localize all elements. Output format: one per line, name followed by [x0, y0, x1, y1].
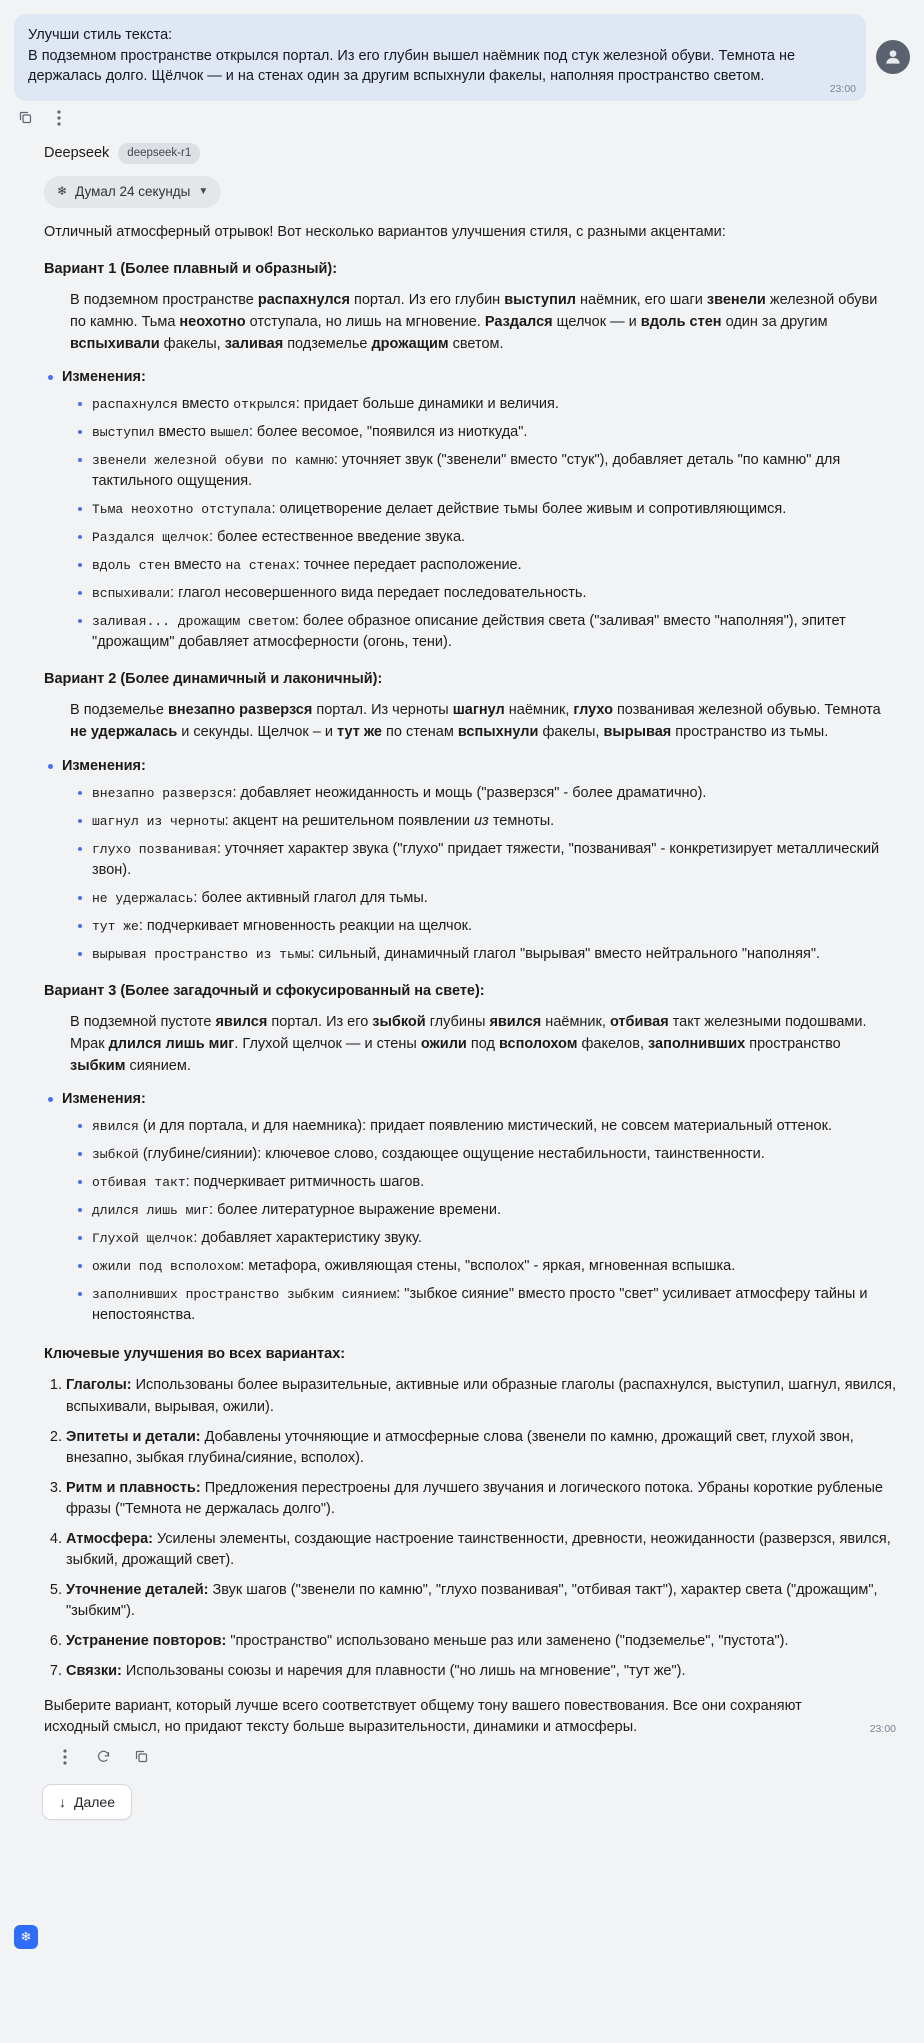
next-button-label: Далее [74, 1793, 116, 1810]
list-item: 4. Атмосфера: Усилены элементы, создающие настроение таинственности, древности, неожиданности (разверзся, явился, зыбкий, дрожащий свет). [66, 1529, 896, 1571]
user-message-bubble [14, 14, 866, 101]
list-item: ожили под всполохом: метафора, оживляющая стены, "всполох" - яркая, мгновенная вспышка. [92, 1256, 896, 1277]
list-item: 2. Эпитеты и детали: Добавлены уточняющие и атмосферные слова (звенели по камню, дрожащий свет, глухой звон, внезапно, зыбкая глубина/сияние, всполох). [66, 1427, 896, 1469]
variant-changes-head-2: Изменения: [62, 756, 896, 777]
more-icon[interactable] [50, 109, 68, 127]
list-item: внезапно разверзся: добавляет неожиданность и мощь ("разверзся" - более драматично). [92, 783, 896, 804]
variant-title-2: Вариант 2 (Более динамичный и лаконичный): [44, 671, 383, 688]
assistant-closing-text: Выберите вариант, который лучше всего соответствует общему тону вашего повествования. Все они сохраняют исходный смысл, но придают тексту больше выразительности, динамики и атмосферы. [44, 1697, 802, 1735]
avatar[interactable] [876, 40, 910, 74]
copy-icon[interactable] [132, 1748, 150, 1766]
user-message-line-1: Улучши стиль текста: [28, 27, 173, 43]
assistant-logo-icon: ❄ [14, 1925, 38, 1949]
user-message-line-2: В подземном пространстве открылся портал. Из его глубин вышел наёмник под стук железной обуви. Темнота не держалась долго. Щёлчок — и на стенах один за другим вспыхнули факелы, наполняя пространство светом. [28, 47, 796, 85]
user-message-actions [0, 101, 924, 127]
variant-title-1: Вариант 1 (Более плавный и образный): [44, 260, 338, 277]
list-item: отбивая такт: подчеркивает ритмичность шагов. [92, 1172, 896, 1193]
key-improvements-list [44, 1375, 896, 1681]
assistant-closing [44, 1696, 896, 1738]
variant-quote-2: В подземелье внезапно разверзся портал. Из черноты шагнул наёмник, глухо позванивая железной обувью. Темнота не удержалась и секунды. Щелчок – и тут же по стенам вспыхнули факелы, вырывая пространство из тьмы. [70, 702, 881, 741]
list-item: 1. Глаголы: Использованы более выразительные, активные или образные глаголы (распахнулся, выступил, шагнул, явился, вспыхивали, вырывая, ожили). [66, 1375, 896, 1417]
list-item: не удержалась: более активный глагол для тьмы. [92, 888, 896, 909]
variant-changes-list-1 [44, 394, 896, 653]
list-item: 7. Связки: Использованы союзы и наречия для плавности ("но лишь на мгновение", "тут же"). [66, 1661, 896, 1682]
list-item: звенели железной обуви по камню: уточняет звук ("звенели" вместо "стук"), добавляет деталь "по камню" для тактильного ощущения. [92, 450, 896, 492]
variant-quote-3: В подземной пустоте явился портал. Из его зыбкой глубины явился наёмник, отбивая такт железными подошвами. Мрак длился лишь миг. Глухой щелчок — и стены ожили под всполохом факелов, заполнивших пространство зыбким сиянием. [70, 1014, 867, 1074]
list-item: тут же: подчеркивает мгновенность реакции на щелчок. [92, 916, 896, 937]
refresh-icon[interactable] [94, 1748, 112, 1766]
assistant-toolbar [0, 1738, 924, 1766]
arrow-down-icon: ↓ [59, 1793, 66, 1810]
assistant-intro: Отличный атмосферный отрывок! Вот несколько вариантов улучшения стиля, с разными акцентами: [44, 223, 726, 240]
list-item: заливая... дрожащим светом: более образное описание действия света ("заливая" вместо "наполняя"), эпитет "дрожащим" добавляет атмосферности (огонь, тени). [92, 611, 896, 653]
thinking-label: Думал 24 секунды [75, 184, 191, 200]
assistant-time: 23:00 [869, 1723, 896, 1736]
user-message-row [0, 0, 924, 101]
list-item: вдоль стен вместо на стенах: точнее передает расположение. [92, 555, 896, 576]
model-name: Deepseek [44, 145, 110, 162]
variant-title-3: Вариант 3 (Более загадочный и сфокусированный на свете): [44, 983, 485, 1000]
user-message-time: 23:00 [829, 82, 856, 95]
list-item: вспыхивали: глагол несовершенного вида передает последовательность. [92, 583, 896, 604]
list-item: длился лишь миг: более литературное выражение времени. [92, 1200, 896, 1221]
list-item: явился (и для портала, и для наемника): придает появлению мистический, не совсем материальный оттенок. [92, 1116, 896, 1137]
key-improvements-head: Ключевые улучшения во всех вариантах: [44, 1346, 346, 1363]
list-item: 3. Ритм и плавность: Предложения перестроены для лучшего звучания и логического потока. Убраны короткие рубленые фразы ("Темнота не держалась долго"). [66, 1478, 896, 1520]
model-badge: deepseek-r1 [118, 143, 200, 165]
thinking-toggle[interactable] [44, 176, 221, 208]
list-item: 6. Устранение повторов: "пространство" использовано меньше раз или заменено ("подземелье", "пустота"). [66, 1631, 896, 1652]
list-item: вырывая пространство из тьмы: сильный, динамичный глагол "вырывая" вместо нейтрального "наполняя". [92, 944, 896, 965]
variant-changes-head-3: Изменения: [62, 1089, 896, 1110]
more-icon[interactable] [56, 1748, 74, 1766]
variant-changes-list-3 [44, 1116, 896, 1326]
list-item: Тьма неохотно отступала: олицетворение делает действие тьмы более живым и сопротивляющимся. [92, 499, 896, 520]
copy-icon[interactable] [16, 109, 34, 127]
list-item: 5. Уточнение деталей: Звук шагов ("звенели по камню", "глухо позванивая", "отбивая такт"), характер света ("дрожащим", "зыбким"). [66, 1580, 896, 1622]
assistant-message [0, 127, 924, 1738]
model-line [44, 143, 896, 165]
list-item: Глухой щелчок: добавляет характеристику звуку. [92, 1228, 896, 1249]
list-item: заполнивших пространство зыбким сиянием: "зыбкое сияние" вместо просто "свет" усиливает атмосферу тайны и непостоянства. [92, 1284, 896, 1326]
variant-quote-1: В подземном пространстве распахнулся портал. Из его глубин выступил наёмник, его шаги звенели железной обуви по камню. Тьма неохотно отступала, но лишь на мгновение. Раздался щелчок — и вдоль стен один за другим вспыхивали факелы, заливая подземелье дрожащим светом. [70, 292, 878, 352]
variant-changes-list-2 [44, 783, 896, 965]
list-item: распахнулся вместо открылся: придает больше динамики и величия. [92, 394, 896, 415]
list-item: зыбкой (глубине/сиянии): ключевое слово, создающее ощущение нестабильности, таинственности. [92, 1144, 896, 1165]
variant-changes-head-1: Изменения: [62, 367, 896, 388]
list-item: Раздался щелчок: более естественное введение звука. [92, 527, 896, 548]
next-button[interactable] [42, 1784, 132, 1820]
snowflake-icon: ❄ [57, 184, 68, 199]
chevron-down-icon: ▼ [198, 185, 209, 197]
list-item: глухо позванивая: уточняет характер звука ("глухо" придает тяжести, "позванивая" - конкретизирует металлический звон). [92, 839, 896, 881]
list-item: выступил вместо вышел: более весомое, "появился из ниоткуда". [92, 422, 896, 443]
list-item: шагнул из черноты: акцент на решительном появлении из темноты. [92, 811, 896, 832]
